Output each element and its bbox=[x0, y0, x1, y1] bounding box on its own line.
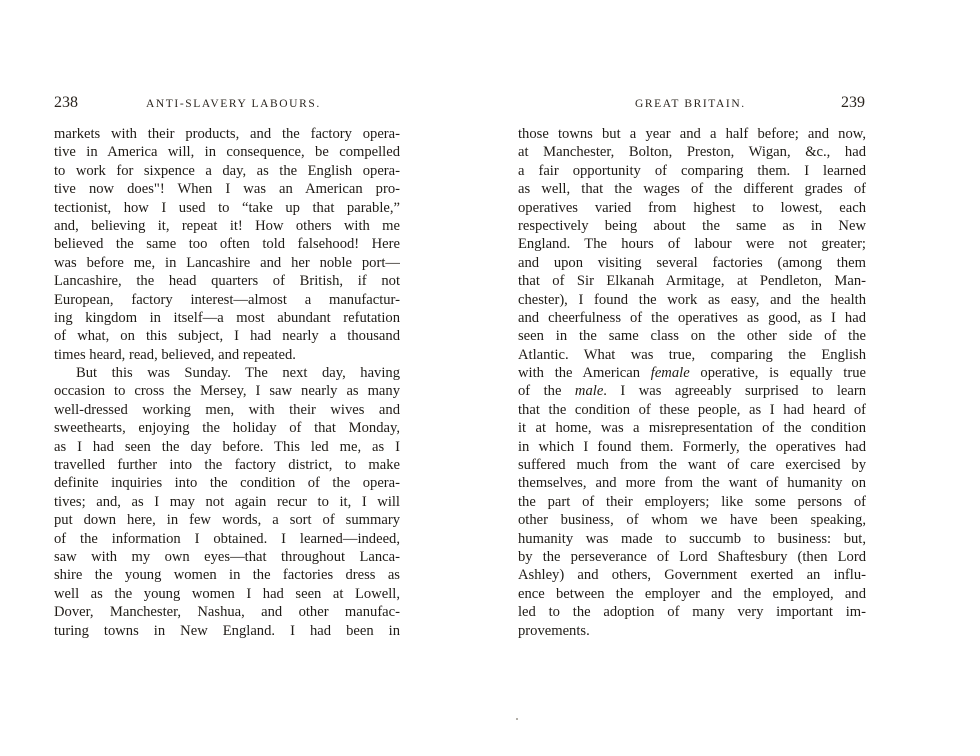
text-line: Ashley) and others, Government exerted an influ- bbox=[518, 567, 866, 584]
text-line: and cheerfulness of the operatives as good, as I had bbox=[518, 309, 866, 326]
text-line: But this was Sunday. The next day, having bbox=[76, 365, 400, 382]
text-line: tive now does"! When I was an American pro- bbox=[54, 181, 400, 198]
right-body-text bbox=[518, 125, 866, 640]
text-line: at Manchester, Bolton, Preston, Wigan, &c., had bbox=[518, 144, 866, 161]
text-line bbox=[518, 382, 866, 400]
text-line: that of Sir Elkanah Armitage, at Pendleton, Man- bbox=[518, 273, 866, 290]
text-line: humanity was made to succumb to business: but, bbox=[518, 530, 866, 547]
text-line: seen in the same class on the other side of the bbox=[518, 328, 866, 345]
text-line: of what, on this subject, I had nearly a thousand bbox=[54, 328, 400, 345]
text-line: in which I found them. Formerly, the operatives had bbox=[518, 438, 866, 455]
text-line: European, factory interest—almost a manufactur- bbox=[54, 291, 400, 308]
text-line: by the perseverance of Lord Shaftesbury (then Lord bbox=[518, 548, 866, 565]
line-text-before: of the bbox=[518, 383, 575, 400]
left-running-head: ANTI-SLAVERY LABOURS. bbox=[146, 98, 321, 110]
text-line: other business, of whom we have been speaking, bbox=[518, 512, 866, 529]
line-text-after: operative, is equally true bbox=[689, 365, 866, 382]
text-line: well-dressed working men, with their wives and bbox=[54, 401, 400, 418]
text-line: suffered much from the want of care exercised by bbox=[518, 457, 866, 474]
text-line: markets with their products, and the factory opera- bbox=[54, 126, 400, 142]
text-line: respectively being about the same as in New bbox=[518, 217, 866, 234]
text-line: saw with my own eyes—that throughout Lanca- bbox=[54, 548, 400, 565]
text-line: of the information I obtained. I learned—indeed, bbox=[54, 530, 400, 547]
text-line: believed the same too often told falsehood! Here bbox=[54, 236, 400, 253]
text-line: Lancashire, the head quarters of British, if not bbox=[54, 273, 400, 290]
text-line: provements. bbox=[518, 622, 590, 639]
text-line: it at home, was a misrepresentation of the condition bbox=[518, 420, 866, 437]
text-line: led to the adoption of many very important im- bbox=[518, 604, 866, 621]
text-line: as well, that the wages of the different grades of bbox=[518, 181, 866, 198]
emphasis-female: female bbox=[650, 365, 690, 382]
text-line: and, believing it, repeat it! How others with me bbox=[54, 217, 400, 234]
text-line: England. The hours of labour were not greater; bbox=[518, 236, 866, 253]
text-line: the part of their employers; like some persons of bbox=[518, 493, 866, 510]
left-page-number: 238 bbox=[54, 94, 78, 111]
text-line: Atlantic. What was true, comparing the English bbox=[518, 346, 866, 363]
text-line: definite inquiries into the condition of the opera- bbox=[54, 475, 400, 492]
left-body-text bbox=[54, 125, 400, 640]
text-line: occasion to cross the Mersey, I saw nearly as many bbox=[54, 383, 400, 400]
right-page-number: 239 bbox=[841, 94, 865, 111]
text-line: and upon visiting several factories (among them bbox=[518, 254, 866, 271]
text-line: operatives varied from highest to lowest, each bbox=[518, 199, 866, 216]
text-line: tive in America will, in consequence, be compelled bbox=[54, 144, 400, 161]
text-line: ing kingdom in itself—a most abundant refutation bbox=[54, 309, 400, 326]
text-line: put down here, in few words, a sort of summary bbox=[54, 512, 400, 529]
right-running-head: GREAT BRITAIN. bbox=[635, 98, 746, 110]
text-line: those towns but a year and a half before; and now, bbox=[518, 126, 866, 142]
line-text-before: with the American bbox=[518, 365, 651, 382]
text-line: Dover, Manchester, Nashua, and other manufac- bbox=[54, 604, 400, 621]
text-line: was before me, in Lancashire and her noble port— bbox=[54, 254, 400, 271]
text-line: sweethearts, enjoying the holiday of that Monday, bbox=[54, 420, 400, 437]
text-line bbox=[518, 364, 866, 382]
left-page bbox=[0, 0, 470, 756]
text-line: a fair opportunity of comparing them. I learned bbox=[518, 162, 866, 179]
text-line: themselves, and more from the want of humanity on bbox=[518, 475, 866, 492]
text-line: turing towns in New England. I had been in bbox=[54, 622, 400, 639]
text-line: shire the young women in the factories dress as bbox=[54, 567, 400, 584]
text-line: times heard, read, believed, and repeated. bbox=[54, 346, 296, 363]
right-page bbox=[490, 0, 980, 756]
text-line: ence between the employer and the employed, and bbox=[518, 585, 866, 602]
text-line: to work for sixpence a day, as the English opera- bbox=[54, 162, 400, 179]
text-line: as I had seen the day before. This led me, as I bbox=[54, 438, 400, 455]
text-line: travelled further into the factory district, to make bbox=[54, 457, 400, 474]
paper-speck bbox=[516, 718, 518, 720]
text-line: tectionist, how I used to “take up that parable,” bbox=[54, 199, 400, 216]
text-line: well as the young women I had seen at Lowell, bbox=[54, 585, 400, 602]
text-line: chester), I found the work as easy, and the health bbox=[518, 291, 866, 308]
line-text-after: . I was agreeably surprised to learn bbox=[603, 383, 866, 400]
emphasis-male: male bbox=[574, 383, 604, 400]
text-line: that the condition of these people, as I had heard of bbox=[518, 401, 866, 418]
text-line: tives; and, as I may not again recur to it, I will bbox=[54, 493, 400, 510]
